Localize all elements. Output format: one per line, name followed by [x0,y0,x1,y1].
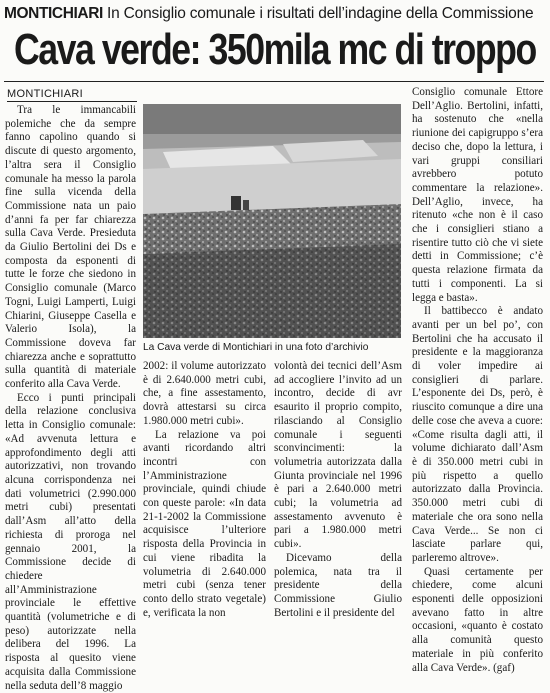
kicker-text: In Consiglio comunale i risultati dell’indagine della Commissione [107,5,534,22]
article-column-4 [412,86,543,674]
quarry-photo-illustration [143,104,401,338]
article-column-1 [5,104,136,692]
column-1-paragraph-1: Tra le immancabili polemiche che da sempre fanno capolino quando si discute di questo argomento, l’altra sera il Consiglio comunale ha messo la parola fine sulla vicenda della Commissione nata un paio d’anni fa per far chiarezza sulla Cava Verde. Presieduta da Giulio Bertolini dei Ds e composta da esponenti di tutte le forze che siedono in Consiglio comunale (Marco Togni, Luigi Lamperti, Luigi Chiarini, Giuseppe Casella e Valerio Isola), la Commissione doveva far chiarezza anche e soprattutto sulla quantità di materiale conferito alla Cava Verde. [5,104,136,391]
column-4-paragraph-2: Il battibecco è andato avanti per un bel po’, con Bertolini che ha accusato il presidente e la maggioranza di voler impedire ai consiglieri di parlare. L’esponente dei Ds, però, è riuscito comunque a dire una delle cose che aveva a cuore: «Come risulta dagli atti, il volume dichiarato dall’Asm è di 350.000 metri cubi in più rispetto a quello autorizzato dalla Provincia. 350.000 metri cubi di materiale che ora sono nella Cava Verde... Se non ci lasciate parlare qui, parleremo altrove». [412,305,543,564]
column-4-paragraph-3: Quasi certamente per chiedere, come alcuni esponenti delle opposizioni avevano fatto in altre occasioni, «quanto è costato alla comunità questo materiale in più conferito alla Cava Verde». (gaf) [412,565,543,674]
dateline: MONTICHIARI [7,88,84,100]
article-column-3 [274,360,402,619]
column-3-paragraph-1: volontà dei tecnici dell’Asm ad accogliere l’invito ad un incontro, decide di avr esaurito il proprio compito, rilasciando al Consiglio comunale i seguenti sconvincimenti: la volumetria autorizzata dalla Giunta provinciale nel 1996 è pari a 2.640.000 metri cubi; la volumetria ad assestamento avvenuto è pari a 1.980.000 metri cubi». [274,360,402,551]
column-1-paragraph-2: Ecco i punti principali della relazione conclusiva letta in Consiglio comunale: «Ad avvenuta lettura e approfondimento degli atti autorizzativi, non trovando alcuna corrispondenza nei dati volumetrici (2.990.000 metri cubi) presentati dall’Asm all’atto della richiesta di proroga nel gennaio 2001, la Commissione decide di chiedere all’Amministrazione provinciale le effettive quantità (volumetriche e di peso) autorizzate nella delibera del 1996. La risposta al quesito viene acquisita dalla Commissione nella seduta dell’8 maggio [5,391,136,692]
headline: Cava verde: 350mila mc di troppo [14,25,536,74]
column-2-paragraph-2: La relazione va poi avanti ricordando altri incontri con l’Amministrazione provinciale, quindi chiude con queste parole: «In data 21-1-2002 la Commissione acquisisce l’ulteriore risposta della Provincia in cui viene ribadita la volumetria di 2.640.000 metri cubi (senza tener conto dello strato vegetale) e, verificata la non [143,428,266,619]
article-column-2 [143,360,266,619]
column-2-paragraph-1: 2002: il volume autorizzato è di 2.640.000 metri cubi, che, a fine assestamento, dovrà attestarsi su circa 1.980.000 metri cubi». [143,360,266,427]
kicker [4,3,548,25]
photo-caption: La Cava verde di Montichiari in una foto d’archivio [143,342,369,353]
rule-top [4,81,544,82]
kicker-location: MONTICHIARI [4,5,103,22]
column-4-paragraph-1: Consiglio comunale Ettore Dell’Aglio. Bertolini, infatti, ha sostenuto che «nella riunione dei capigruppo s’era deciso che, dopo la lettura, i vari gruppi consiliari avrebbero potuto commentare la relazione». Dell’Aglio, invece, ha ritenuto «che non è il caso che i consiglieri stiano a risentire tutto ciò che vi siete detti in Commissione; c’è questa relazione firmata da tutti i componenti. La si legga e basta». [412,86,543,304]
rule-dateline [7,101,137,102]
column-3-paragraph-2: Dicevamo della polemica, nata tra il presidente della Commissione Giulio Bertolini e il presidente del [274,551,402,619]
article-photo [143,104,401,338]
